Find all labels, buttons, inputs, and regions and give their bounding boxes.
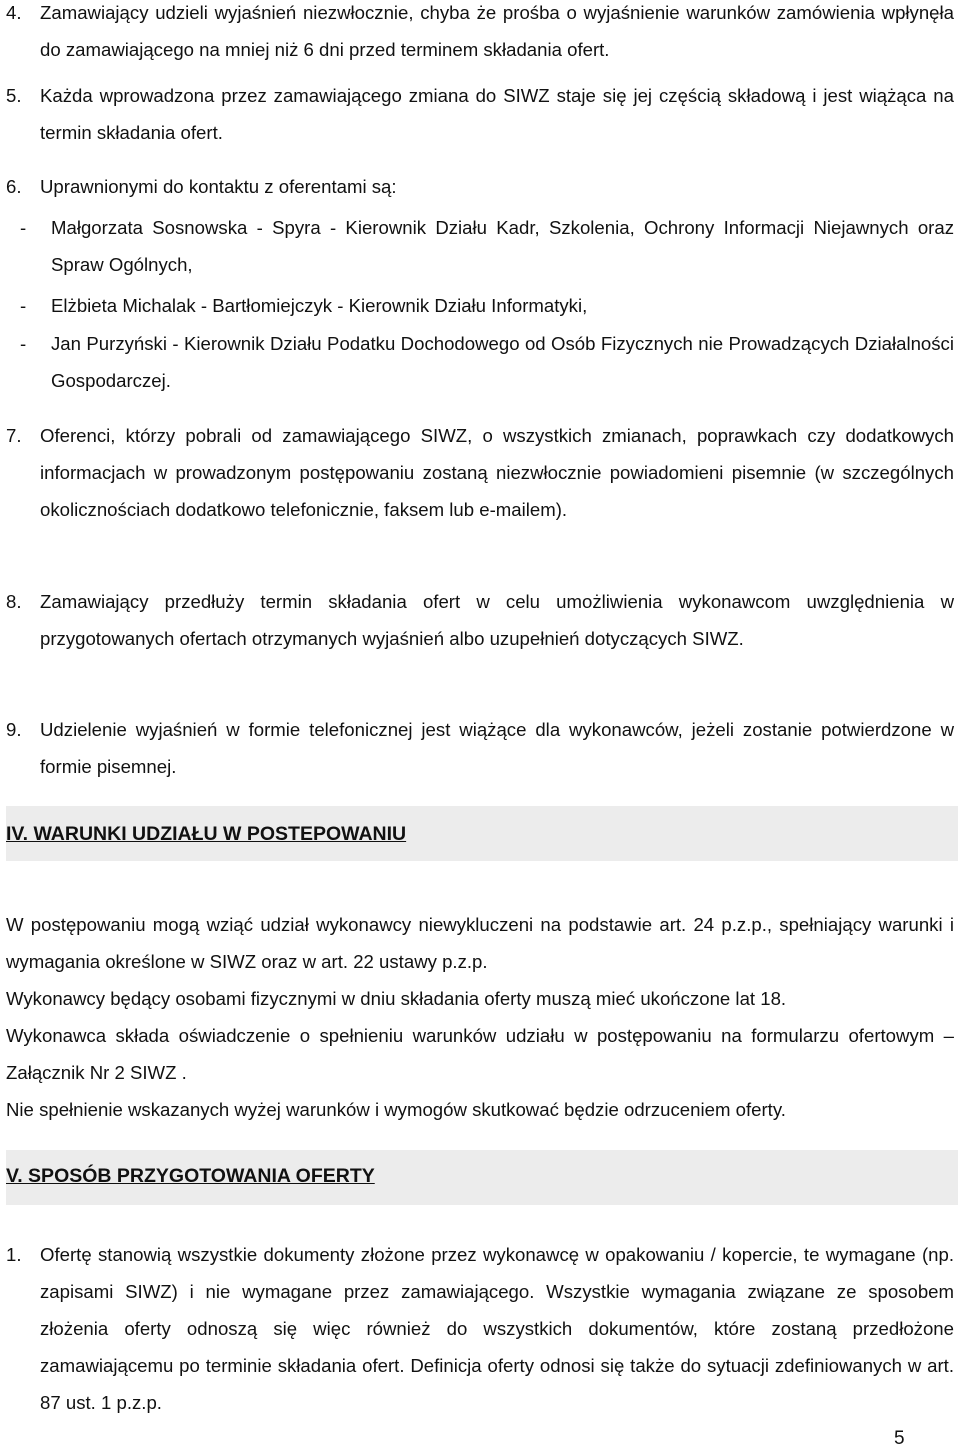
list-item-number: 7. <box>6 425 22 446</box>
list-item-text: Każda wprowadzona przez zamawiającego zmiana do SIWZ staje się jej częścią składową i jest wiążąca na termin składania ofert. <box>40 85 954 143</box>
list-item-number: 8. <box>6 591 22 612</box>
list-item-text: Oferenci, którzy pobrali od zamawiającego SIWZ, o wszystkich zmianach, poprawkach czy dodatkowych informacjach w prowadzonym postępowaniu zostaną niezwłocznie powiadomieni pisemnie (w szczególnych okolicznościach dodatkowo telefonicznie, faksem lub e-mailem). <box>40 425 954 520</box>
list-item-text: Zamawiający przedłuży termin składania ofert w celu umożliwienia wykonawcom uwzględnienia w przygotowanych ofertach otrzymanych wyjaśnień albo uzupełnień dotyczących SIWZ. <box>40 591 954 649</box>
paragraph: Nie spełnienie wskazanych wyżej warunków i wymogów skutkować będzie odrzuceniem oferty. <box>6 1099 786 1120</box>
paragraph: Wykonawca składa oświadczenie o spełnieniu warunków udziału w postępowaniu na formularzu ofertowym – Załącznik Nr 2 SIWZ . <box>6 1025 954 1083</box>
list-item-6 <box>6 168 954 205</box>
list-item-text: Uprawnionymi do kontaktu z oferentami są: <box>40 176 397 197</box>
list-item-number: 6. <box>6 176 22 197</box>
dash-marker: - <box>20 217 27 238</box>
list-item-number: 4. <box>6 2 22 23</box>
list-item-8 <box>6 583 954 657</box>
list-item-7 <box>6 417 954 528</box>
list-item-number: 5. <box>6 85 22 106</box>
list-item-text: Udzielenie wyjaśnień w formie telefonicznej jest wiążące dla wykonawców, jeżeli zostanie potwierdzone w formie pisemnej. <box>40 719 954 777</box>
list-item-text: Ofertę stanowią wszystkie dokumenty złożone przez wykonawcę w opakowaniu / kopercie, te wymagane (np. zapisami SIWZ) i nie wymagane przez zamawiającego. Wszystkie wymagania związane ze sposobem złożenia oferty odnoszą się więc również do wszystkich dokumentów, które zostaną przedłożone zamawiającemu po terminie składania ofert. Definicja oferty odnosi się także do sytuacji zdefiniowanych w art. 87 ust. 1 p.z.p. <box>40 1244 954 1413</box>
list-item-number: 9. <box>6 719 22 740</box>
contact-item <box>20 325 954 399</box>
contact-item <box>20 287 954 324</box>
list-item-9 <box>6 711 954 785</box>
paragraph: Wykonawcy będący osobami fizycznymi w dniu składania oferty muszą mieć ukończone lat 18. <box>6 988 787 1009</box>
paragraph: W postępowaniu mogą wziąć udział wykonawcy niewykluczeni na podstawie art. 24 p.z.p., spełniający warunki i wymagania określone w SIWZ oraz w art. 22 ustawy p.z.p. <box>6 914 954 972</box>
list-item-number: 1. <box>6 1244 22 1265</box>
contact-text: Elżbieta Michalak - Bartłomiejczyk - Kierownik Działu Informatyki, <box>51 295 588 316</box>
list-item-5 <box>6 77 954 151</box>
list-item-4 <box>6 0 954 68</box>
contact-item <box>20 209 954 283</box>
list-item-text: Zamawiający udzieli wyjaśnień niezwłocznie, chyba że prośba o wyjaśnienie warunków zamówienia wpłynęła do zamawiającego na mniej niż 6 dni przed terminem składania ofert. <box>40 2 954 60</box>
section-heading: IV. WARUNKI UDZIAŁU W POSTEPOWANIU <box>6 823 407 845</box>
list-item-1 <box>6 1236 954 1421</box>
section-heading: V. SPOSÓB PRZYGOTOWANIA OFERTY <box>6 1165 375 1187</box>
contact-text: Małgorzata Sosnowska - Spyra - Kierownik Działu Kadr, Szkolenia, Ochrony Informacji Niejawnych oraz Spraw Ogólnych, <box>51 217 954 275</box>
page-number: 5 <box>894 1428 905 1449</box>
dash-marker: - <box>20 295 27 316</box>
dash-marker: - <box>20 333 27 354</box>
contact-text: Jan Purzyński - Kierownik Działu Podatku Dochodowego od Osób Fizycznych nie Prowadzących Działalności Gospodarczej. <box>51 333 954 391</box>
